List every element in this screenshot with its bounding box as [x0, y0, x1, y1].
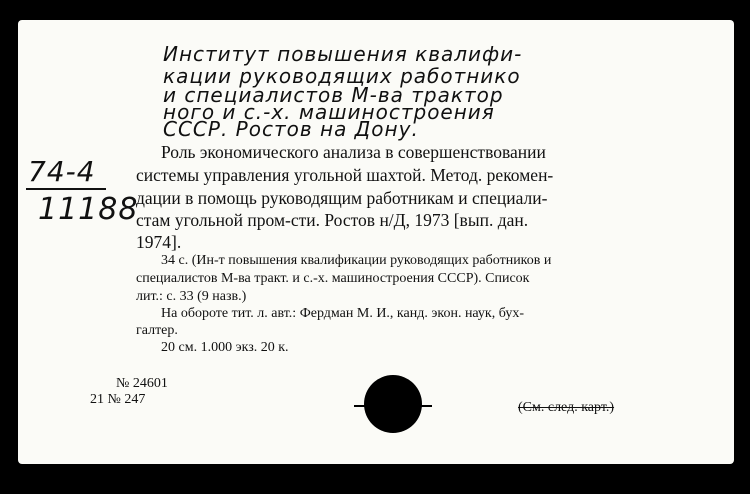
title-line-1: Роль экономического анализа в совершенствовании	[161, 142, 546, 162]
handwritten-line-5: СССР. Ростов на Дону.	[163, 117, 419, 141]
title-line-5: 1974].	[136, 232, 182, 252]
handwritten-line-3: и специалистов М-ва трактор	[163, 83, 504, 107]
record-number: № 24601	[116, 376, 168, 391]
shelfmark-line-1: 74-4	[28, 155, 96, 188]
notes-line-1: 34 с. (Ин-т повышения квалификации руководящих работников и	[161, 253, 552, 268]
handwritten-line-2: кации руководящих работнико	[163, 64, 521, 88]
title-line-4: стам угольной пром-сти. Ростов н/Д, 1973 [вып. дан.	[136, 210, 529, 230]
handwritten-line-1: Институт повышения квалифи-	[163, 42, 523, 66]
continuation-note: (См. след. карт.)	[518, 400, 615, 415]
inventory-number: 21 № 247	[90, 392, 146, 407]
notes-line-2: специалистов М-ва тракт. и с.-х. машиностроения СССР). Список	[136, 271, 530, 286]
notes-line-5: галтер.	[136, 323, 178, 338]
handwritten-line-4: ного и с.-х. машиностроения	[163, 100, 495, 124]
notes-line-4: На обороте тит. л. авт.: Фердман М. И., канд. экон. наук, бух-	[161, 306, 524, 321]
catalog-card	[18, 20, 734, 464]
notes-line-3: лит.: с. 33 (9 назв.)	[136, 289, 247, 304]
shelfmark-divider	[26, 188, 106, 190]
notes-line-6: 20 см. 1.000 экз. 20 к.	[161, 340, 289, 355]
title-line-2: системы управления угольной шахтой. Метод. рекомен-	[136, 165, 554, 185]
shelfmark-line-2: 11188	[38, 192, 139, 227]
title-line-3: дации в помощь руководящим работникам и специали-	[136, 188, 548, 208]
ink-stamp	[364, 375, 422, 433]
